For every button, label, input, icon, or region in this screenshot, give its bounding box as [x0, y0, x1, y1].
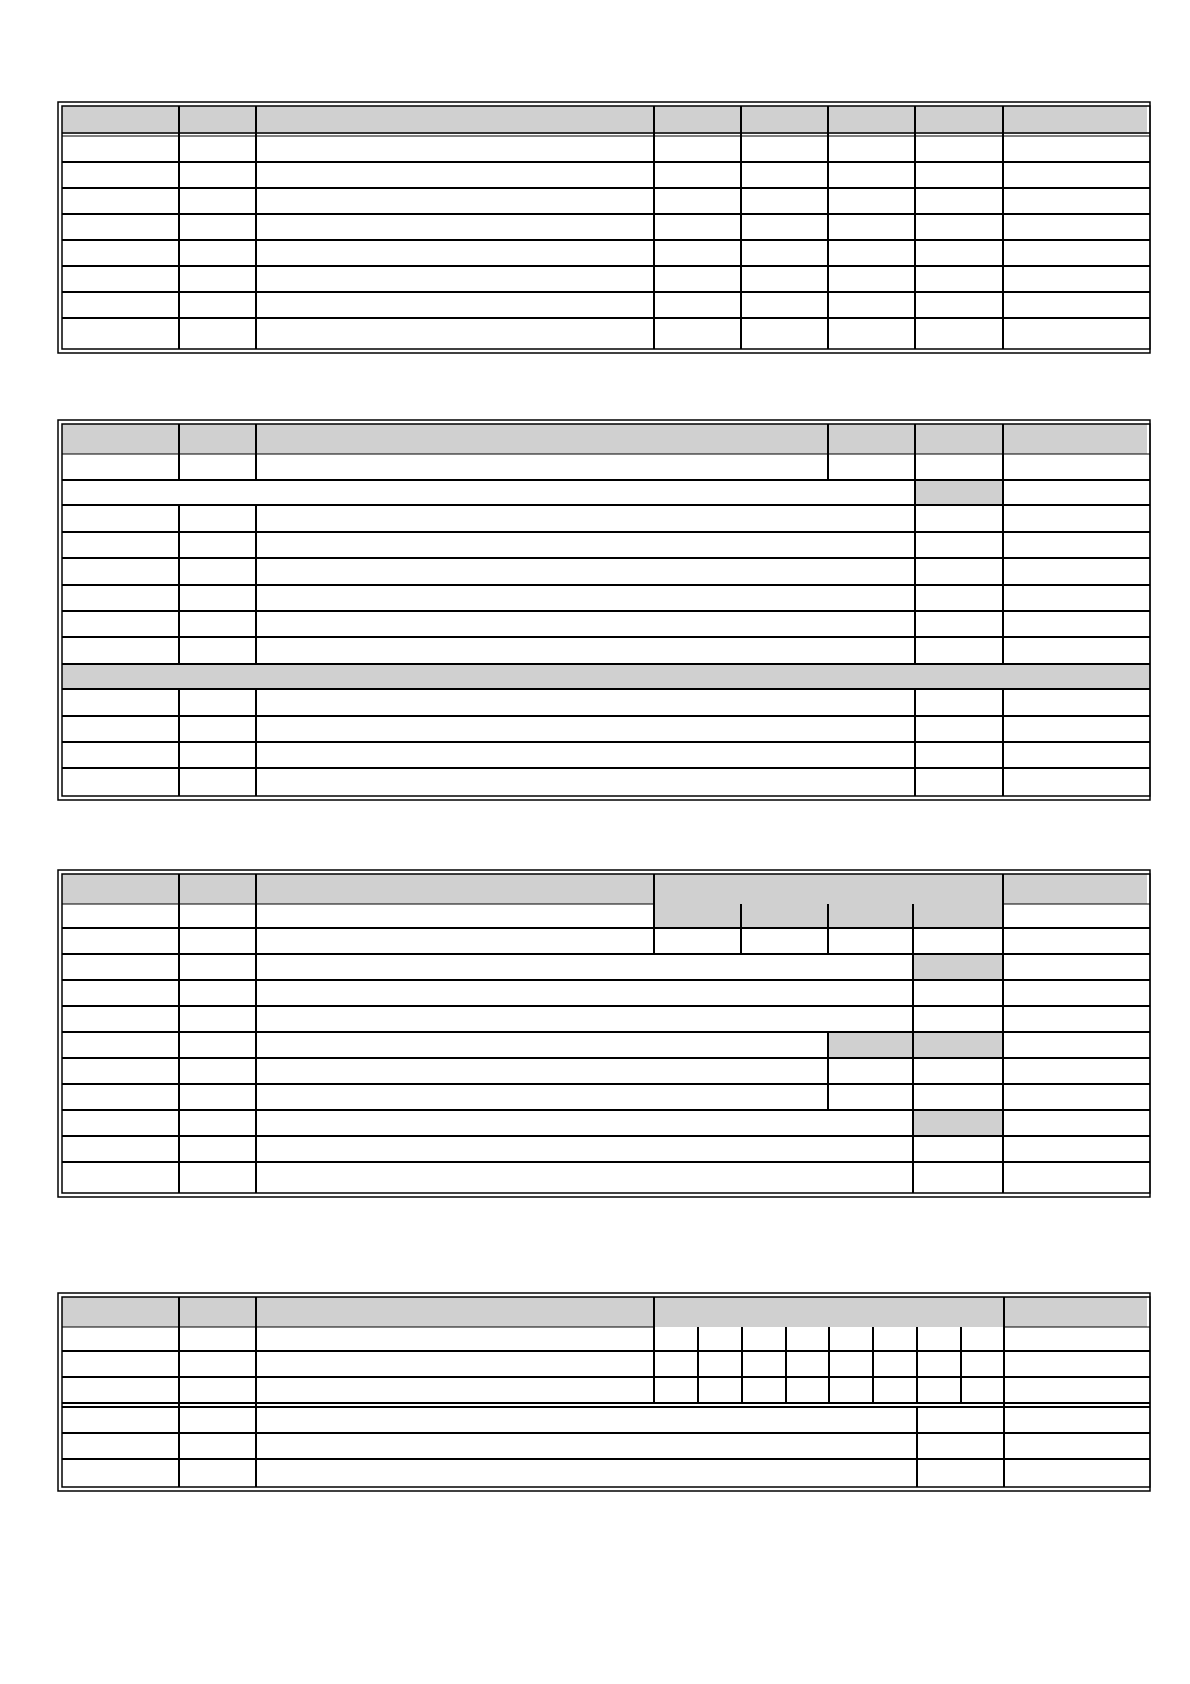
table-2 [58, 420, 1150, 800]
table-2-header-fill [62, 424, 1147, 454]
table-3-header-fill-right [1003, 874, 1147, 904]
table-1 [58, 102, 1150, 353]
table-1-inner-border [62, 106, 1150, 349]
table-1-header-fill [62, 106, 1147, 134]
table-3-shaded-cell [913, 1110, 1003, 1136]
table-3-shaded-cell [828, 1032, 1003, 1058]
table-3-header-fill [62, 874, 654, 904]
table-3 [58, 870, 1150, 1197]
table-2-section-band [62, 664, 1150, 689]
table-1-outer-border [58, 102, 1150, 353]
table-2-shaded-cell [915, 480, 1003, 505]
table-4 [58, 1293, 1150, 1491]
table-4-header-fill [62, 1297, 1147, 1327]
table-3-shaded-cell [913, 954, 1003, 980]
